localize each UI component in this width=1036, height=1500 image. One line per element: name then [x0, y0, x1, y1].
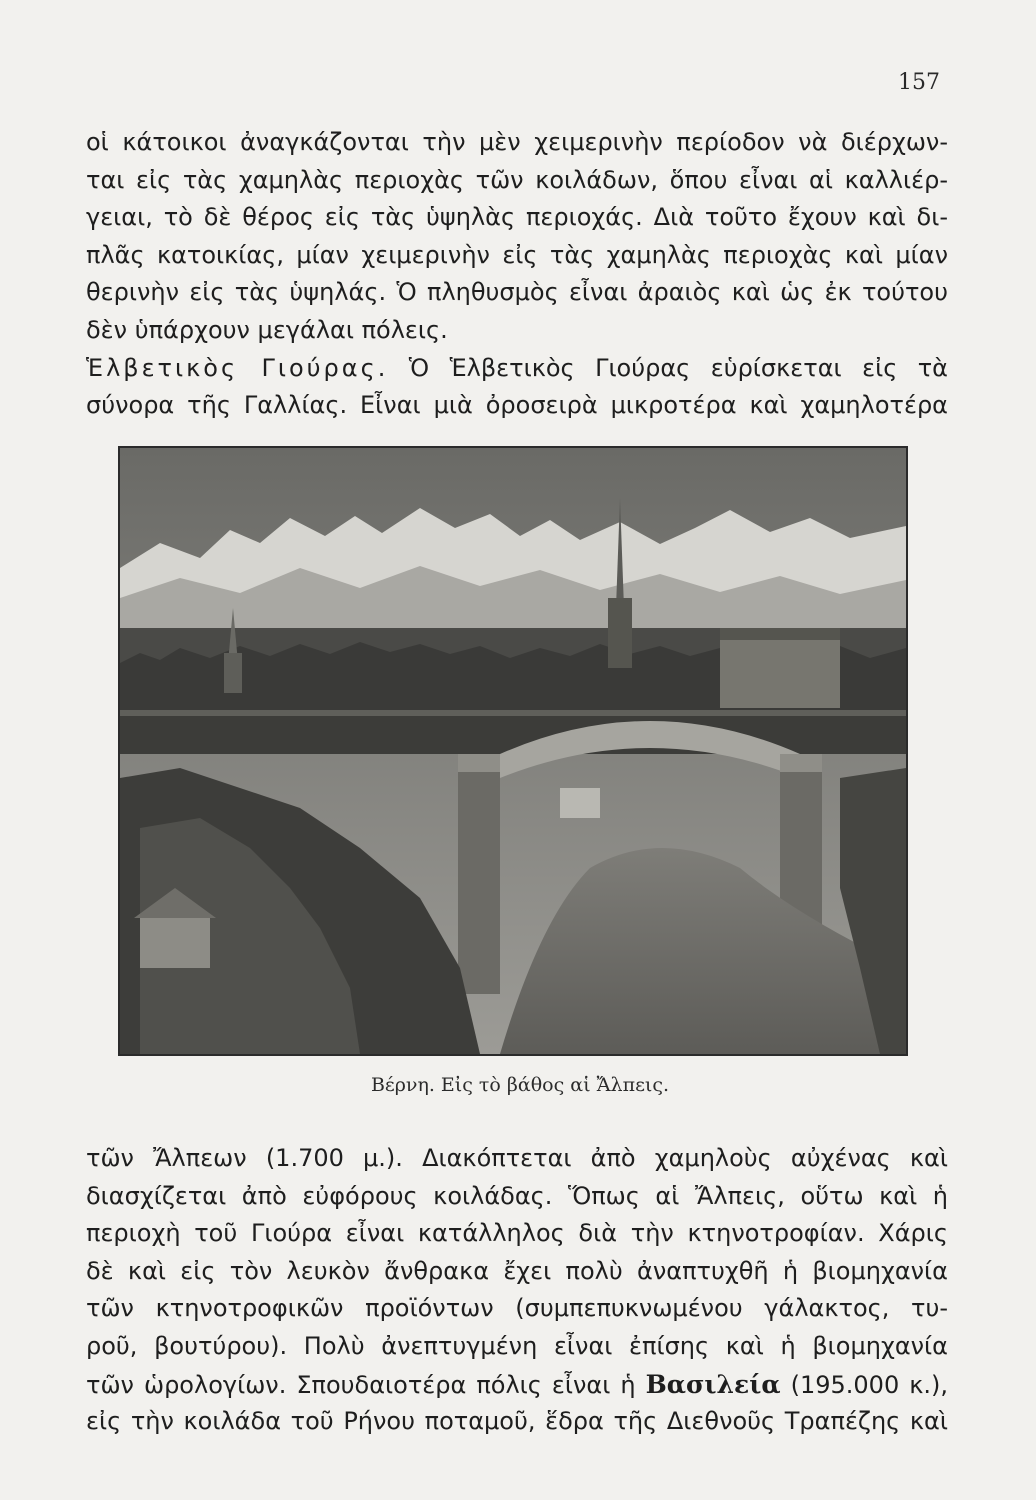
bern-landscape-illustration — [120, 448, 906, 1054]
section-text: Ὁ Ἑλβετικὸς Γιούρας εὑρίσκεται εἰς τὰ — [388, 353, 948, 382]
text-line: πλᾶς κατοικίας, μίαν χειμερινὴν εἰς τὰς χαμηλὰς περιοχὰς καὶ μίαν — [86, 240, 948, 269]
text-line: οἱ κάτοικοι ἀναγκάζονται τὴν μὲν χειμερινὴν περίοδον νὰ διέρχων- — [86, 128, 948, 156]
text-line: γειαι, τὸ δὲ θέρος εἰς τὰς ὑψηλὰς περιοχάς. Διὰ τοῦτο ἔχουν καὶ δι- — [86, 203, 948, 232]
section-line — [86, 350, 948, 388]
bridge-pier — [458, 754, 500, 994]
bottom-paragraph — [86, 1140, 948, 1441]
figure-caption: Βέρνη. Εἰς τὸ βάθος αἱ Ἄλπεις. — [370, 1074, 670, 1096]
section-heading: Ἑλβετικὸς Γιούρας. — [86, 353, 389, 382]
text-line: διασχίζεται ἀπὸ εὐφόρους κοιλάδας. Ὅπως αἱ Ἄλπεις, οὕτω καὶ ἡ — [86, 1181, 948, 1210]
text-line: δὲν ὑπάρχουν μεγάλαι πόλεις. — [86, 315, 448, 344]
text-line: περιοχὴ τοῦ Γιούρα εἶναι κατάλληλος διὰ τὴν κτηνοτροφίαν. Χάρις — [86, 1219, 948, 1248]
bridge-deck — [120, 710, 906, 754]
text-line: τῶν Ἄλπεων (1.700 μ.). Διακόπτεται ἀπὸ χαμηλοὺς αὐχένας καὶ — [86, 1144, 948, 1172]
riverside-house — [140, 918, 210, 968]
section-line: σύνορα τῆς Γαλλίας. Εἶναι μιὰ ὀροσειρὰ μικροτέρα καὶ χαμηλοτέρα — [86, 391, 948, 420]
text-line: ροῦ, βουτύρου). Πολὺ ἀνεπτυγμένη εἶναι ἐπίσης καὶ ἡ βιομηχανία — [86, 1331, 948, 1360]
text-line: ται εἰς τὰς χαμηλὰς περιοχὰς τῶν κοιλάδων, ὅπου εἶναι αἱ καλλιέρ- — [86, 165, 948, 194]
bern-photograph — [118, 446, 908, 1056]
city-name-basel: Βασιλεία — [645, 1369, 781, 1399]
text-line: εἰς τὴν κοιλάδα τοῦ Ρήνου ποταμοῦ, ἕδρα τῆς Διεθνοῦς Τραπέζης καὶ — [86, 1407, 948, 1436]
top-paragraph — [86, 124, 948, 425]
text-line: δὲ καὶ εἰς τὸν λευκὸν ἄνθρακα ἔχει πολὺ ἀναπτυχθῆ ἡ βιομηχανία — [86, 1256, 948, 1285]
text-segment: (195.000 κ.), — [780, 1370, 948, 1399]
text-line — [86, 1366, 948, 1404]
building-right — [720, 638, 840, 708]
text-line: τῶν κτηνοτροφικῶν προϊόντων (συμπεπυκνωμένου γάλακτος, τυ- — [86, 1294, 948, 1323]
text-line: θερινὴν εἰς τὰς ὑψηλάς. Ὁ πληθυσμὸς εἶναι ἀραιὸς καὶ ὡς ἐκ τούτου — [86, 278, 948, 307]
text-segment: τῶν ὡρολογίων. Σπουδαιοτέρα πόλις εἶναι ἡ — [86, 1370, 646, 1399]
page-number: 157 — [898, 70, 940, 95]
